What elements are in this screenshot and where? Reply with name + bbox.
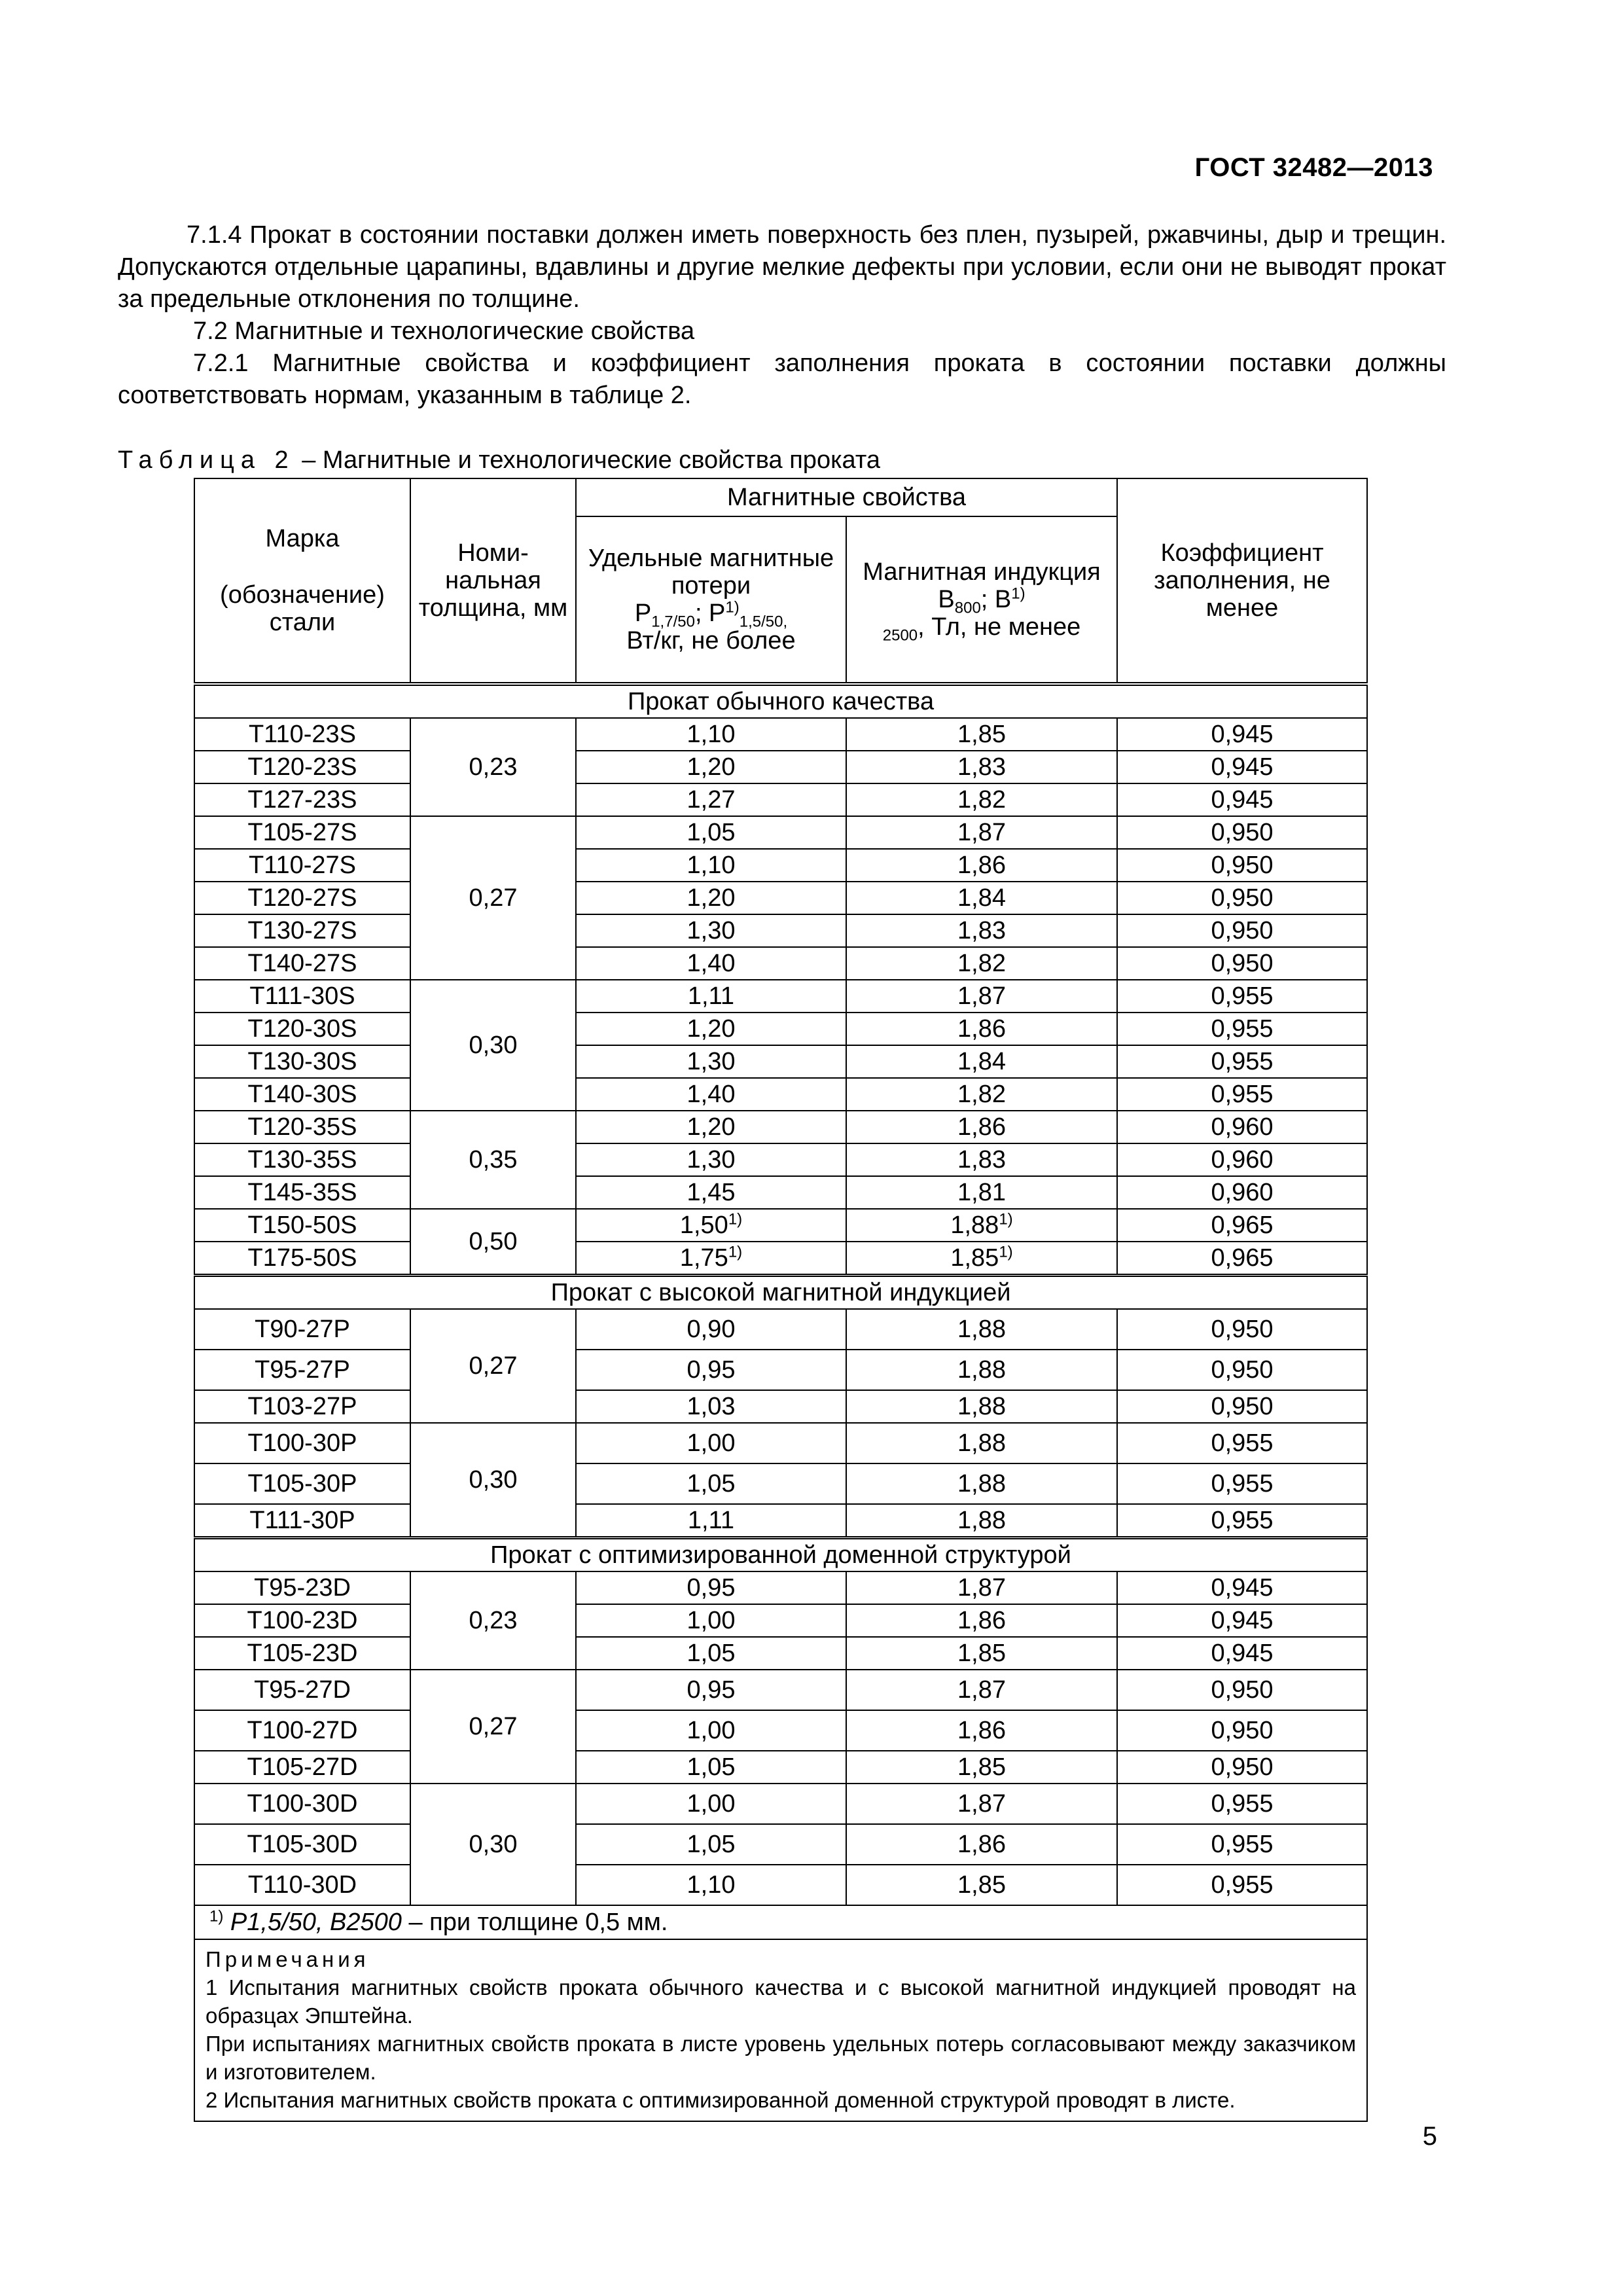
cell-fill-factor: 0,955 xyxy=(1117,1463,1367,1504)
note-1: 1 Испытания магнитных свойств проката обычного качества и с высокой магнитной индукцией проводят на образцах Эпштейна. xyxy=(205,1975,1357,2028)
cell-grade: T100-30D xyxy=(194,1784,410,1824)
header-grade-line2: (обозначение) стали xyxy=(220,581,385,636)
cell-fill-factor: 0,950 xyxy=(1117,1309,1367,1350)
cell-losses: 1,40 xyxy=(576,947,846,980)
cell-grade: T120-27S xyxy=(194,882,410,914)
cell-fill-factor: 0,945 xyxy=(1117,1604,1367,1637)
cell-grade: T130-30S xyxy=(194,1045,410,1078)
table-row xyxy=(194,947,1367,980)
cell-grade: T100-27D xyxy=(194,1710,410,1751)
cell-losses: 1,00 xyxy=(576,1784,846,1824)
header-magnetic-group: Магнитные свойства xyxy=(576,478,1117,516)
cell-grade: T110-23S xyxy=(194,718,410,751)
cell-fill-factor: 0,955 xyxy=(1117,1423,1367,1463)
section-title: Прокат обычного качества xyxy=(194,684,1367,718)
table-row xyxy=(194,783,1367,816)
footnote-mark: 1) xyxy=(209,1907,224,1926)
cell-losses: 1,30 xyxy=(576,914,846,947)
cell-induction: 1,85 xyxy=(846,718,1117,751)
cell-fill-factor: 0,960 xyxy=(1117,1176,1367,1209)
table-row xyxy=(194,1176,1367,1209)
cell-grade: T111-30P xyxy=(194,1504,410,1538)
cell-fill-factor: 0,955 xyxy=(1117,1784,1367,1824)
cell-losses: 0,95 xyxy=(576,1571,846,1604)
cell-induction: 1,85 xyxy=(846,1865,1117,1905)
cell-losses: 0,90 xyxy=(576,1309,846,1350)
table-row xyxy=(194,1013,1367,1045)
cell-losses: 1,30 xyxy=(576,1045,846,1078)
cell-fill-factor: 0,950 xyxy=(1117,1710,1367,1751)
table-row xyxy=(194,1710,1367,1751)
cell-grade: T105-27S xyxy=(194,816,410,849)
cell-induction: 1,82 xyxy=(846,1078,1117,1111)
table-row xyxy=(194,1571,1367,1604)
notes-title: Примечания xyxy=(205,1947,370,1971)
cell-induction: 1,86 xyxy=(846,1013,1117,1045)
cell-induction: 1,86 xyxy=(846,1824,1117,1865)
table-caption xyxy=(118,446,880,475)
cell-induction: 1,82 xyxy=(846,783,1117,816)
cell-fill-factor: 0,955 xyxy=(1117,1078,1367,1111)
section-title: Прокат с оптимизированной доменной структурой xyxy=(194,1538,1367,1572)
cell-induction: 1,87 xyxy=(846,1784,1117,1824)
footnote-symbols: P1,5/50, B2500 xyxy=(223,1909,402,1936)
cell-grade: T95-23D xyxy=(194,1571,410,1604)
cell-thickness: 0,50 xyxy=(410,1209,576,1276)
cell-induction: 1,88 xyxy=(846,1463,1117,1504)
cell-grade: T130-35S xyxy=(194,1143,410,1176)
table-row xyxy=(194,1784,1367,1824)
cell-grade: T140-27S xyxy=(194,947,410,980)
cell-induction: 1,87 xyxy=(846,1571,1117,1604)
cell-grade: T90-27P xyxy=(194,1309,410,1350)
table-row xyxy=(194,1865,1367,1905)
table-row xyxy=(194,1143,1367,1176)
section-row xyxy=(194,1538,1367,1572)
header-grade-line1: Марка xyxy=(265,525,340,552)
cell-losses: 0,95 xyxy=(576,1670,846,1710)
cell-grade: T95-27D xyxy=(194,1670,410,1710)
table-row xyxy=(194,1463,1367,1504)
cell-grade: T127-23S xyxy=(194,783,410,816)
section-title: Прокат с высокой магнитной индукцией xyxy=(194,1276,1367,1310)
document-header: ГОСТ 32482—2013 xyxy=(1194,153,1433,182)
table-row xyxy=(194,1670,1367,1710)
cell-grade: T95-27P xyxy=(194,1350,410,1390)
cell-fill-factor: 0,945 xyxy=(1117,718,1367,751)
table-body xyxy=(194,684,1367,1905)
cell-losses: 0,95 xyxy=(576,1350,846,1390)
cell-thickness: 0,35 xyxy=(410,1111,576,1209)
cell-grade: T150-50S xyxy=(194,1209,410,1242)
cell-thickness: 0,27 xyxy=(410,816,576,980)
cell-losses: 1,05 xyxy=(576,1751,846,1784)
cell-induction: 1,83 xyxy=(846,751,1117,783)
table-row xyxy=(194,882,1367,914)
cell-fill-factor: 0,950 xyxy=(1117,1670,1367,1710)
cell-grade: T145-35S xyxy=(194,1176,410,1209)
table-row xyxy=(194,849,1367,882)
cell-losses: 1,05 xyxy=(576,1824,846,1865)
cell-losses: 1,27 xyxy=(576,783,846,816)
table-caption-text: – Магнитные и технологические свойства проката xyxy=(294,446,880,474)
table-header xyxy=(194,478,1367,684)
cell-fill-factor: 0,955 xyxy=(1117,1045,1367,1078)
table-row xyxy=(194,1209,1367,1242)
cell-losses: 1,45 xyxy=(576,1176,846,1209)
cell-induction: 1,88 xyxy=(846,1390,1117,1423)
cell-fill-factor: 0,950 xyxy=(1117,1350,1367,1390)
cell-fill-factor: 0,945 xyxy=(1117,751,1367,783)
table-row xyxy=(194,1078,1367,1111)
cell-induction: 1,85$^{1)}$ xyxy=(846,1242,1117,1276)
cell-induction: 1,87 xyxy=(846,816,1117,849)
cell-induction: 1,84 xyxy=(846,1045,1117,1078)
cell-induction: 1,81 xyxy=(846,1176,1117,1209)
cell-fill-factor: 0,965 xyxy=(1117,1242,1367,1276)
paragraph-7-2-1: 7.2.1 Магнитные свойства и коэффициент заполнения проката в состоянии поставки должны соответствовать нормам, указанным в таблице 2. xyxy=(118,350,1446,409)
table-notes xyxy=(194,1939,1367,2121)
table-row xyxy=(194,1111,1367,1143)
cell-thickness: 0,23 xyxy=(410,718,576,816)
properties-table xyxy=(194,478,1368,2122)
table-footer xyxy=(194,1905,1367,2121)
cell-induction: 1,82 xyxy=(846,947,1117,980)
cell-losses: 1,03 xyxy=(576,1390,846,1423)
cell-losses: 1,75$^{1)}$ xyxy=(576,1242,846,1276)
cell-fill-factor: 0,950 xyxy=(1117,947,1367,980)
table-row xyxy=(194,1045,1367,1078)
cell-grade: T130-27S xyxy=(194,914,410,947)
cell-thickness: 0,30 xyxy=(410,980,576,1111)
cell-induction: 1,88 xyxy=(846,1309,1117,1350)
cell-fill-factor: 0,945 xyxy=(1117,783,1367,816)
cell-fill-factor: 0,950 xyxy=(1117,882,1367,914)
table-row xyxy=(194,1390,1367,1423)
cell-induction: 1,83 xyxy=(846,914,1117,947)
cell-thickness: 0,23 xyxy=(410,1571,576,1670)
cell-fill-factor: 0,950 xyxy=(1117,1390,1367,1423)
cell-losses: 1,00 xyxy=(576,1710,846,1751)
section-row xyxy=(194,1276,1367,1310)
header-specific-losses: Удельные магнитные потери $P_{1,7/50}$; $P^{1)}_{1,5/50,}$ Вт/кг, не более xyxy=(576,516,846,684)
footnote-text: – при толщине 0,5 мм. xyxy=(401,1909,668,1936)
cell-losses: 1,50$^{1)}$ xyxy=(576,1209,846,1242)
cell-grade: T175-50S xyxy=(194,1242,410,1276)
table-row xyxy=(194,1604,1367,1637)
cell-induction: 1,86 xyxy=(846,1111,1117,1143)
table-row xyxy=(194,816,1367,849)
cell-losses: 1,20 xyxy=(576,1111,846,1143)
cell-losses: 1,00 xyxy=(576,1604,846,1637)
body-text xyxy=(118,219,1446,412)
cell-thickness: 0,30 xyxy=(410,1784,576,1905)
cell-fill-factor: 0,955 xyxy=(1117,1824,1367,1865)
cell-losses: 1,20 xyxy=(576,1013,846,1045)
cell-induction: 1,84 xyxy=(846,882,1117,914)
table-row xyxy=(194,914,1367,947)
cell-induction: 1,85 xyxy=(846,1751,1117,1784)
table-row xyxy=(194,1637,1367,1670)
header-grade xyxy=(194,478,410,684)
cell-fill-factor: 0,950 xyxy=(1117,849,1367,882)
cell-induction: 1,88$^{1)}$ xyxy=(846,1209,1117,1242)
header-induction: Магнитная индукция $B_{800}$; $B^{1)}$ $_{2500}$, Тл, не менее xyxy=(846,516,1117,684)
cell-grade: T111-30S xyxy=(194,980,410,1013)
paragraph-7-1-4: 7.1.4 Прокат в состоянии поставки должен иметь поверхность без плен, пузырей, ржавчины, дыр и трещин. Допускаются отдельные царапины, вдавлины и другие мелкие дефекты при условии, если они не выводят прокат за предельные отклонения по толщине. xyxy=(118,221,1446,313)
cell-losses: 1,20 xyxy=(576,882,846,914)
header-thickness: Номи-нальная толщина, мм xyxy=(410,478,576,684)
cell-induction: 1,85 xyxy=(846,1637,1117,1670)
cell-induction: 1,87 xyxy=(846,980,1117,1013)
note-1b: При испытаниях магнитных свойств проката в листе уровень удельных потерь согласовывают между заказчиком и изготовителем. xyxy=(205,2032,1357,2084)
cell-induction: 1,88 xyxy=(846,1350,1117,1390)
cell-grade: T105-23D xyxy=(194,1637,410,1670)
table-row xyxy=(194,1504,1367,1538)
cell-losses: 1,11 xyxy=(576,1504,846,1538)
cell-losses: 1,10 xyxy=(576,1865,846,1905)
cell-losses: 1,05 xyxy=(576,1637,846,1670)
cell-fill-factor: 0,960 xyxy=(1117,1143,1367,1176)
cell-grade: T105-30D xyxy=(194,1824,410,1865)
table-row xyxy=(194,718,1367,751)
paragraph-7-2: 7.2 Магнитные и технологические свойства xyxy=(193,317,695,345)
cell-grade: T120-35S xyxy=(194,1111,410,1143)
cell-fill-factor: 0,955 xyxy=(1117,1013,1367,1045)
cell-grade: T105-30P xyxy=(194,1463,410,1504)
cell-losses: 1,40 xyxy=(576,1078,846,1111)
cell-fill-factor: 0,960 xyxy=(1117,1111,1367,1143)
cell-fill-factor: 0,955 xyxy=(1117,980,1367,1013)
table-row xyxy=(194,751,1367,783)
cell-thickness: 0,27 xyxy=(410,1670,576,1784)
cell-grade: T140-30S xyxy=(194,1078,410,1111)
cell-induction: 1,86 xyxy=(846,849,1117,882)
cell-losses: 1,20 xyxy=(576,751,846,783)
cell-grade: T105-27D xyxy=(194,1751,410,1784)
cell-fill-factor: 0,945 xyxy=(1117,1637,1367,1670)
cell-grade: T100-23D xyxy=(194,1604,410,1637)
cell-grade: T120-23S xyxy=(194,751,410,783)
cell-induction: 1,83 xyxy=(846,1143,1117,1176)
cell-grade: T110-27S xyxy=(194,849,410,882)
cell-losses: 1,11 xyxy=(576,980,846,1013)
cell-grade: T110-30D xyxy=(194,1865,410,1905)
cell-fill-factor: 0,955 xyxy=(1117,1865,1367,1905)
page-number: 5 xyxy=(1422,2122,1437,2151)
cell-induction: 1,88 xyxy=(846,1504,1117,1538)
table-row xyxy=(194,1423,1367,1463)
table-footnote xyxy=(194,1905,1367,1939)
table-row xyxy=(194,1350,1367,1390)
table-row xyxy=(194,1751,1367,1784)
cell-fill-factor: 0,950 xyxy=(1117,1751,1367,1784)
table-caption-label: Таблица 2 xyxy=(118,446,295,474)
table-row xyxy=(194,980,1367,1013)
cell-thickness: 0,30 xyxy=(410,1423,576,1538)
cell-fill-factor: 0,955 xyxy=(1117,1504,1367,1538)
cell-induction: 1,86 xyxy=(846,1604,1117,1637)
cell-thickness: 0,27 xyxy=(410,1309,576,1423)
table-row xyxy=(194,1309,1367,1350)
cell-induction: 1,86 xyxy=(846,1710,1117,1751)
cell-fill-factor: 0,950 xyxy=(1117,914,1367,947)
table-row xyxy=(194,1242,1367,1276)
cell-losses: 1,30 xyxy=(576,1143,846,1176)
table-row xyxy=(194,1824,1367,1865)
cell-losses: 1,10 xyxy=(576,849,846,882)
cell-induction: 1,88 xyxy=(846,1423,1117,1463)
cell-losses: 1,05 xyxy=(576,816,846,849)
cell-grade: T103-27P xyxy=(194,1390,410,1423)
header-fill-factor: Коэффициент заполнения, не менее xyxy=(1117,478,1367,684)
section-row xyxy=(194,684,1367,718)
cell-grade: T100-30P xyxy=(194,1423,410,1463)
cell-induction: 1,87 xyxy=(846,1670,1117,1710)
cell-fill-factor: 0,965 xyxy=(1117,1209,1367,1242)
cell-fill-factor: 0,950 xyxy=(1117,816,1367,849)
cell-fill-factor: 0,945 xyxy=(1117,1571,1367,1604)
cell-losses: 1,05 xyxy=(576,1463,846,1504)
note-2: 2 Испытания магнитных свойств проката с оптимизированной доменной структурой проводят в листе. xyxy=(205,2088,1236,2112)
cell-grade: T120-30S xyxy=(194,1013,410,1045)
cell-losses: 1,00 xyxy=(576,1423,846,1463)
cell-losses: 1,10 xyxy=(576,718,846,751)
